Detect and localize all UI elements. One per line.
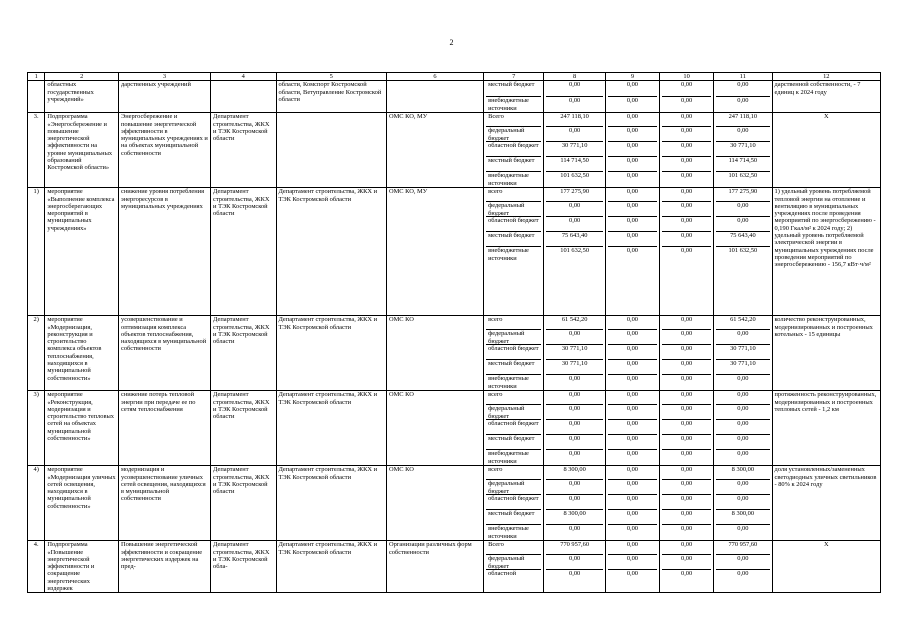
value-cell: 0,00 bbox=[608, 391, 657, 405]
row-coexecutor: Департамент строительства, ЖКХ и ТЭК Костромской области bbox=[276, 391, 386, 466]
row-values-col9 bbox=[605, 391, 659, 466]
row-result: Х bbox=[772, 541, 880, 593]
source-cell: Всего bbox=[486, 541, 541, 555]
row-number: 4. bbox=[28, 541, 45, 593]
value-cell: 0,00 bbox=[608, 202, 657, 217]
row-values-total bbox=[544, 316, 605, 391]
source-cell: всего bbox=[486, 188, 541, 202]
row-sources bbox=[484, 466, 544, 541]
row-participants bbox=[386, 81, 483, 113]
value-cell: 0,00 bbox=[546, 391, 602, 405]
row-values-col9 bbox=[605, 466, 659, 541]
row-participants: ОМС КО bbox=[386, 466, 483, 541]
value-cell: 0,00 bbox=[608, 330, 657, 345]
source-cell: федеральный бюджет bbox=[486, 127, 541, 142]
source-cell: внебюджетные источники bbox=[488, 172, 529, 187]
source-cell: местный бюджет bbox=[486, 232, 541, 247]
row-number: 1) bbox=[28, 188, 45, 316]
row-result: протяженность реконструированных, модернизированных и построенных тепловых сетей - 1,2 км bbox=[772, 391, 880, 466]
row-values-col11 bbox=[714, 466, 772, 541]
value-cell: 177 275,90 bbox=[546, 188, 602, 202]
value-cell: 0,00 bbox=[608, 405, 657, 420]
row-name: мероприятие «Модернизация, реконструкция и строительство комплекса объектов теплоснабжения, находящихся в муниципальной собственности» bbox=[45, 316, 119, 391]
row-executor bbox=[211, 81, 276, 113]
row-goal: снижение потерь тепловой энергии при передаче ее по сетям теплоснабжения bbox=[119, 391, 211, 466]
row-coexecutor: Департамент строительства, ЖКХ и ТЭК Костромской области bbox=[276, 188, 386, 316]
value-cell: 0,00 bbox=[608, 217, 657, 232]
value-cell: 0,00 bbox=[662, 232, 711, 247]
value-cell: 30 771,10 bbox=[546, 142, 602, 157]
value-cell: 0,00 bbox=[546, 217, 602, 232]
source-cell: федеральный бюджет bbox=[486, 202, 541, 217]
row-sources bbox=[484, 113, 544, 188]
value-cell: 8 300,00 bbox=[716, 510, 769, 525]
row-values-total bbox=[544, 541, 605, 593]
row-participants: Организации различных форм собственности bbox=[386, 541, 483, 593]
value-cell: 0,00 bbox=[608, 360, 657, 375]
value-cell: 0,00 bbox=[716, 202, 769, 217]
row-name: областных государственных учреждений» bbox=[45, 81, 119, 113]
row-goal: усовершенствование и оптимизация комплекса объектов теплоснабжения, находящихся в муниципальной собственности bbox=[119, 316, 211, 391]
value-cell: 30 771,10 bbox=[716, 142, 769, 157]
value-cell: 247 118,10 bbox=[546, 113, 602, 127]
value-cell: 0,00 bbox=[662, 157, 711, 172]
source-cell: областной бюджет bbox=[486, 420, 541, 435]
value-cell: 0,00 bbox=[737, 570, 749, 578]
source-cell: местный бюджет bbox=[486, 510, 541, 525]
value-cell: 0,00 bbox=[546, 480, 602, 495]
row-executor: Департамент строительства, ЖКХ и ТЭК Костромской области bbox=[211, 316, 276, 391]
row-executor: Департамент строительства, ЖКХ и ТЭК Костромской обла- bbox=[211, 541, 276, 593]
value-cell: 0,00 bbox=[608, 81, 657, 97]
value-cell: 0,00 bbox=[546, 435, 602, 450]
source-cell: областной bbox=[488, 570, 517, 578]
row-values-col11 bbox=[714, 81, 772, 113]
value-cell: 101 632,50 bbox=[560, 172, 590, 180]
header-cell: 2 bbox=[45, 73, 119, 81]
value-cell: 0,00 bbox=[608, 495, 657, 510]
value-cell: 114 714,50 bbox=[546, 157, 602, 172]
value-cell: 0,00 bbox=[662, 435, 711, 450]
value-cell: 0,00 bbox=[662, 202, 711, 217]
value-cell: 30 771,10 bbox=[546, 360, 602, 375]
source-cell: внебюджетные источники bbox=[488, 450, 529, 465]
row-number: 4) bbox=[28, 466, 45, 541]
row-goal: дарственных учреждений bbox=[119, 81, 211, 113]
source-cell: всего bbox=[486, 466, 541, 480]
value-cell: 0,00 bbox=[716, 217, 769, 232]
header-cell: 8 bbox=[544, 73, 605, 81]
header-cell: 3 bbox=[119, 73, 211, 81]
value-cell: 0,00 bbox=[546, 405, 602, 420]
row-sources bbox=[484, 391, 544, 466]
value-cell: 0,00 bbox=[716, 127, 769, 142]
row-result: Х bbox=[772, 113, 880, 188]
value-cell: 0,00 bbox=[662, 480, 711, 495]
value-cell: 0,00 bbox=[608, 480, 657, 495]
source-cell: местный бюджет bbox=[486, 435, 541, 450]
value-cell: 0,00 bbox=[546, 81, 602, 97]
table-row bbox=[28, 391, 881, 466]
value-cell: 0,00 bbox=[662, 316, 711, 330]
row-executor: Департамент строительства, ЖКХ и ТЭК Костромской области bbox=[211, 113, 276, 188]
value-cell: 0,00 bbox=[662, 330, 711, 345]
row-values-total bbox=[544, 466, 605, 541]
value-cell: 0,00 bbox=[716, 480, 769, 495]
header-cell: 1 bbox=[28, 73, 45, 81]
value-cell: 0,00 bbox=[626, 172, 638, 180]
value-cell: 75 643,40 bbox=[546, 232, 602, 247]
value-cell: 0,00 bbox=[737, 375, 749, 383]
source-cell: Всего bbox=[486, 113, 541, 127]
row-name: мероприятие «Модернизация уличных сетей освещения, находящихся в муниципальной собственности» bbox=[45, 466, 119, 541]
value-cell: 770 957,60 bbox=[546, 541, 602, 555]
value-cell: 0,00 bbox=[546, 202, 602, 217]
source-cell: федеральный бюджет bbox=[486, 555, 541, 570]
header-cell: 10 bbox=[660, 73, 714, 81]
value-cell: 0,00 bbox=[662, 217, 711, 232]
value-cell: 30 771,10 bbox=[716, 345, 769, 360]
header-cell: 7 bbox=[484, 73, 544, 81]
row-values-col10 bbox=[660, 81, 714, 113]
value-cell: 0,00 bbox=[662, 345, 711, 360]
value-cell: 0,00 bbox=[681, 247, 693, 255]
value-cell: 0,00 bbox=[608, 188, 657, 202]
value-cell: 0,00 bbox=[662, 495, 711, 510]
row-values-total bbox=[544, 113, 605, 188]
value-cell: 0,00 bbox=[608, 232, 657, 247]
row-sources bbox=[484, 316, 544, 391]
value-cell: 0,00 bbox=[546, 127, 602, 142]
row-name: мероприятие «Выполнение комплекса энергосберегающих мероприятий в муниципальных учреждениях» bbox=[45, 188, 119, 316]
header-cell: 12 bbox=[772, 73, 880, 81]
value-cell: 8 300,00 bbox=[716, 466, 769, 480]
row-name: мероприятие «Реконструкция, модернизация и строительство тепловых сетей на объектах муниципальной собственности» bbox=[45, 391, 119, 466]
value-cell: 0,00 bbox=[626, 525, 638, 533]
value-cell: 75 643,40 bbox=[716, 232, 769, 247]
header-cell: 4 bbox=[211, 73, 276, 81]
value-cell: 0,00 bbox=[716, 435, 769, 450]
row-values-col10 bbox=[660, 391, 714, 466]
value-cell: 0,00 bbox=[608, 157, 657, 172]
source-cell: областной бюджет bbox=[486, 217, 541, 232]
value-cell: 0,00 bbox=[681, 450, 693, 458]
value-cell: 0,00 bbox=[737, 97, 749, 105]
row-values-col10 bbox=[660, 466, 714, 541]
value-cell: 0,00 bbox=[681, 97, 693, 105]
value-cell: 0,00 bbox=[681, 172, 693, 180]
value-cell: 30 771,10 bbox=[546, 345, 602, 360]
table-body bbox=[28, 73, 881, 593]
value-cell: 0,00 bbox=[608, 316, 657, 330]
value-cell: 30 771,10 bbox=[716, 360, 769, 375]
row-coexecutor bbox=[276, 113, 386, 188]
row-name: Подпрограмма «Повышение энергетической эффективности и сокращение энергетических издержек bbox=[45, 541, 119, 593]
value-cell: 0,00 bbox=[569, 450, 581, 458]
value-cell: 0,00 bbox=[681, 570, 693, 578]
row-values-col11 bbox=[714, 188, 772, 316]
row-sources bbox=[484, 81, 544, 113]
value-cell: 0,00 bbox=[662, 541, 711, 555]
source-cell: всего bbox=[486, 391, 541, 405]
row-coexecutor: области, Комспорт Костромской области, Ветуправление Костромской области bbox=[276, 81, 386, 113]
row-values-col10 bbox=[660, 541, 714, 593]
value-cell: 0,00 bbox=[662, 510, 711, 525]
source-cell: местный бюджет bbox=[486, 157, 541, 172]
row-values-col9 bbox=[605, 316, 659, 391]
value-cell: 0,00 bbox=[546, 330, 602, 345]
value-cell: 101 632,50 bbox=[728, 172, 758, 180]
value-cell: 0,00 bbox=[608, 142, 657, 157]
value-cell: 0,00 bbox=[608, 113, 657, 127]
table-row bbox=[28, 316, 881, 391]
source-cell: федеральный бюджет bbox=[486, 330, 541, 345]
value-cell: 0,00 bbox=[608, 555, 657, 570]
value-cell: 0,00 bbox=[608, 435, 657, 450]
header-cell: 5 bbox=[276, 73, 386, 81]
row-executor: Департамент строительства, ЖКХ и ТЭК Костромской области bbox=[211, 466, 276, 541]
value-cell: 0,00 bbox=[681, 375, 693, 383]
value-cell: 61 542,20 bbox=[716, 316, 769, 330]
value-cell: 0,00 bbox=[546, 555, 602, 570]
value-cell: 0,00 bbox=[626, 97, 638, 105]
value-cell: 0,00 bbox=[662, 113, 711, 127]
row-coexecutor: Департамент строительства, ЖКХ и ТЭК Костромской области bbox=[276, 316, 386, 391]
row-values-col9 bbox=[605, 81, 659, 113]
value-cell: 0,00 bbox=[716, 330, 769, 345]
row-values-total bbox=[544, 188, 605, 316]
header-row bbox=[28, 73, 881, 81]
value-cell: 0,00 bbox=[662, 142, 711, 157]
value-cell: 0,00 bbox=[626, 570, 638, 578]
value-cell: 0,00 bbox=[569, 375, 581, 383]
row-sources bbox=[484, 541, 544, 593]
row-values-total bbox=[544, 391, 605, 466]
row-values-col11 bbox=[714, 113, 772, 188]
value-cell: 114 714,50 bbox=[716, 157, 769, 172]
row-values-col9 bbox=[605, 188, 659, 316]
value-cell: 8 300,00 bbox=[546, 510, 602, 525]
row-goal: Повышение энергетической эффективности и сокращение энергетических издержек на пред- bbox=[119, 541, 211, 593]
table-row bbox=[28, 188, 881, 316]
source-cell: областной бюджет bbox=[486, 142, 541, 157]
row-participants: ОМС КО bbox=[386, 391, 483, 466]
value-cell: 0,00 bbox=[716, 420, 769, 435]
value-cell: 0,00 bbox=[681, 525, 693, 533]
value-cell: 0,00 bbox=[716, 405, 769, 420]
page-number: 2 bbox=[449, 38, 454, 47]
value-cell: 101 632,50 bbox=[560, 247, 590, 255]
value-cell: 0,00 bbox=[546, 495, 602, 510]
value-cell: 0,00 bbox=[662, 405, 711, 420]
source-cell: областной бюджет bbox=[486, 495, 541, 510]
header-cell: 6 bbox=[386, 73, 483, 81]
value-cell: 0,00 bbox=[569, 570, 581, 578]
program-table bbox=[27, 72, 881, 593]
table-row bbox=[28, 113, 881, 188]
source-cell: федеральный бюджет bbox=[486, 480, 541, 495]
row-executor: Департамент строительства, ЖКХ и ТЭК Костромской области bbox=[211, 391, 276, 466]
value-cell: 8 300,00 bbox=[546, 466, 602, 480]
value-cell: 0,00 bbox=[608, 127, 657, 142]
table-row bbox=[28, 466, 881, 541]
row-sources bbox=[484, 188, 544, 316]
row-coexecutor: Департамент строительства, ЖКХ и ТЭК Костромской области bbox=[276, 466, 386, 541]
source-cell: местный бюджет bbox=[486, 360, 541, 375]
value-cell: 177 275,90 bbox=[716, 188, 769, 202]
row-executor: Департамент строительства, ЖКХ и ТЭК Костромской области bbox=[211, 188, 276, 316]
source-cell: внебюджетные источники bbox=[488, 97, 529, 112]
value-cell: 0,00 bbox=[626, 247, 638, 255]
source-cell: внебюджетные источники bbox=[488, 247, 529, 262]
row-number bbox=[28, 81, 45, 113]
row-participants: ОМС КО bbox=[386, 316, 483, 391]
source-cell: местный бюджет bbox=[486, 81, 541, 97]
value-cell: 770 957,60 bbox=[716, 541, 769, 555]
value-cell: 0,00 bbox=[662, 127, 711, 142]
value-cell: 0,00 bbox=[546, 420, 602, 435]
value-cell: 0,00 bbox=[608, 420, 657, 435]
value-cell: 0,00 bbox=[608, 345, 657, 360]
value-cell: 61 542,20 bbox=[546, 316, 602, 330]
row-number: 3) bbox=[28, 391, 45, 466]
row-values-col9 bbox=[605, 541, 659, 593]
row-values-col11 bbox=[714, 391, 772, 466]
value-cell: 247 118,10 bbox=[716, 113, 769, 127]
row-participants: ОМС КО, МУ bbox=[386, 113, 483, 188]
value-cell: 0,00 bbox=[662, 360, 711, 375]
value-cell: 0,00 bbox=[716, 391, 769, 405]
row-goal: Энергосбережение и повышение энергетической эффективности в муниципальных учреждениях и на объектах муниципальной собственности bbox=[119, 113, 211, 188]
value-cell: 0,00 bbox=[662, 420, 711, 435]
row-values-col9 bbox=[605, 113, 659, 188]
source-cell: федеральный бюджет bbox=[486, 405, 541, 420]
row-result: дарственной собственности, - 7 единиц к 2024 году bbox=[772, 81, 880, 113]
row-values-col10 bbox=[660, 188, 714, 316]
value-cell: 0,00 bbox=[626, 375, 638, 383]
value-cell: 0,00 bbox=[716, 495, 769, 510]
row-result: 1) удельный уровень потребляемой тепловой энергии на отопление и вентиляцию в муниципальных учреждениях после проведения мероприятий по энергосбережению - 0,190 Гкал/м² к 2024 году; 2) удельный уровень потребляемой электрической энергии в муниципальных учреждениях после проведения мероприятий по энергосбережению - 156,7 кВт·ч/м² bbox=[772, 188, 880, 316]
source-cell: областной бюджет bbox=[486, 345, 541, 360]
value-cell: 0,00 bbox=[608, 541, 657, 555]
header-cell: 9 bbox=[605, 73, 659, 81]
row-participants: ОМС КО, МУ bbox=[386, 188, 483, 316]
header-cell: 11 bbox=[714, 73, 772, 81]
source-cell: внебюджетные источники bbox=[488, 525, 529, 540]
value-cell: 0,00 bbox=[608, 510, 657, 525]
row-number: 2) bbox=[28, 316, 45, 391]
value-cell: 0,00 bbox=[662, 391, 711, 405]
row-number: 3. bbox=[28, 113, 45, 188]
value-cell: 0,00 bbox=[662, 555, 711, 570]
row-result: доля установленных/замененных светодиодных уличных светильников - 80% к 2024 году bbox=[772, 466, 880, 541]
value-cell: 0,00 bbox=[626, 450, 638, 458]
row-name: Подпрограмма «Энергосбережение и повышение энергетической эффективности на уровне муниципальных образований Костромской области» bbox=[45, 113, 119, 188]
value-cell: 0,00 bbox=[716, 555, 769, 570]
source-cell: всего bbox=[486, 316, 541, 330]
row-result: количество реконструированных, модернизированных и построенных котельных - 15 единицы bbox=[772, 316, 880, 391]
value-cell: 0,00 bbox=[569, 97, 581, 105]
value-cell: 0,00 bbox=[662, 81, 711, 97]
value-cell: 0,00 bbox=[608, 466, 657, 480]
value-cell: 0,00 bbox=[737, 450, 749, 458]
source-cell: внебюджетные источники bbox=[488, 375, 529, 390]
row-coexecutor: Департамент строительства, ЖКХ и ТЭК Костромской области bbox=[276, 541, 386, 593]
value-cell: 0,00 bbox=[662, 466, 711, 480]
row-values-col10 bbox=[660, 316, 714, 391]
row-values-col11 bbox=[714, 541, 772, 593]
row-goal: снижение уровня потребления энергоресурсов в муниципальных учреждениях bbox=[119, 188, 211, 316]
value-cell: 0,00 bbox=[569, 525, 581, 533]
table-row bbox=[28, 541, 881, 593]
row-values-col11 bbox=[714, 316, 772, 391]
value-cell: 0,00 bbox=[737, 525, 749, 533]
row-values-col10 bbox=[660, 113, 714, 188]
value-cell: 0,00 bbox=[716, 81, 769, 97]
row-values-total bbox=[544, 81, 605, 113]
value-cell: 0,00 bbox=[662, 188, 711, 202]
value-cell: 101 632,50 bbox=[728, 247, 758, 255]
row-goal: модернизация и усовершенствование уличных сетей освещения, находящихся в муниципальной собственности bbox=[119, 466, 211, 541]
table-row bbox=[28, 81, 881, 113]
